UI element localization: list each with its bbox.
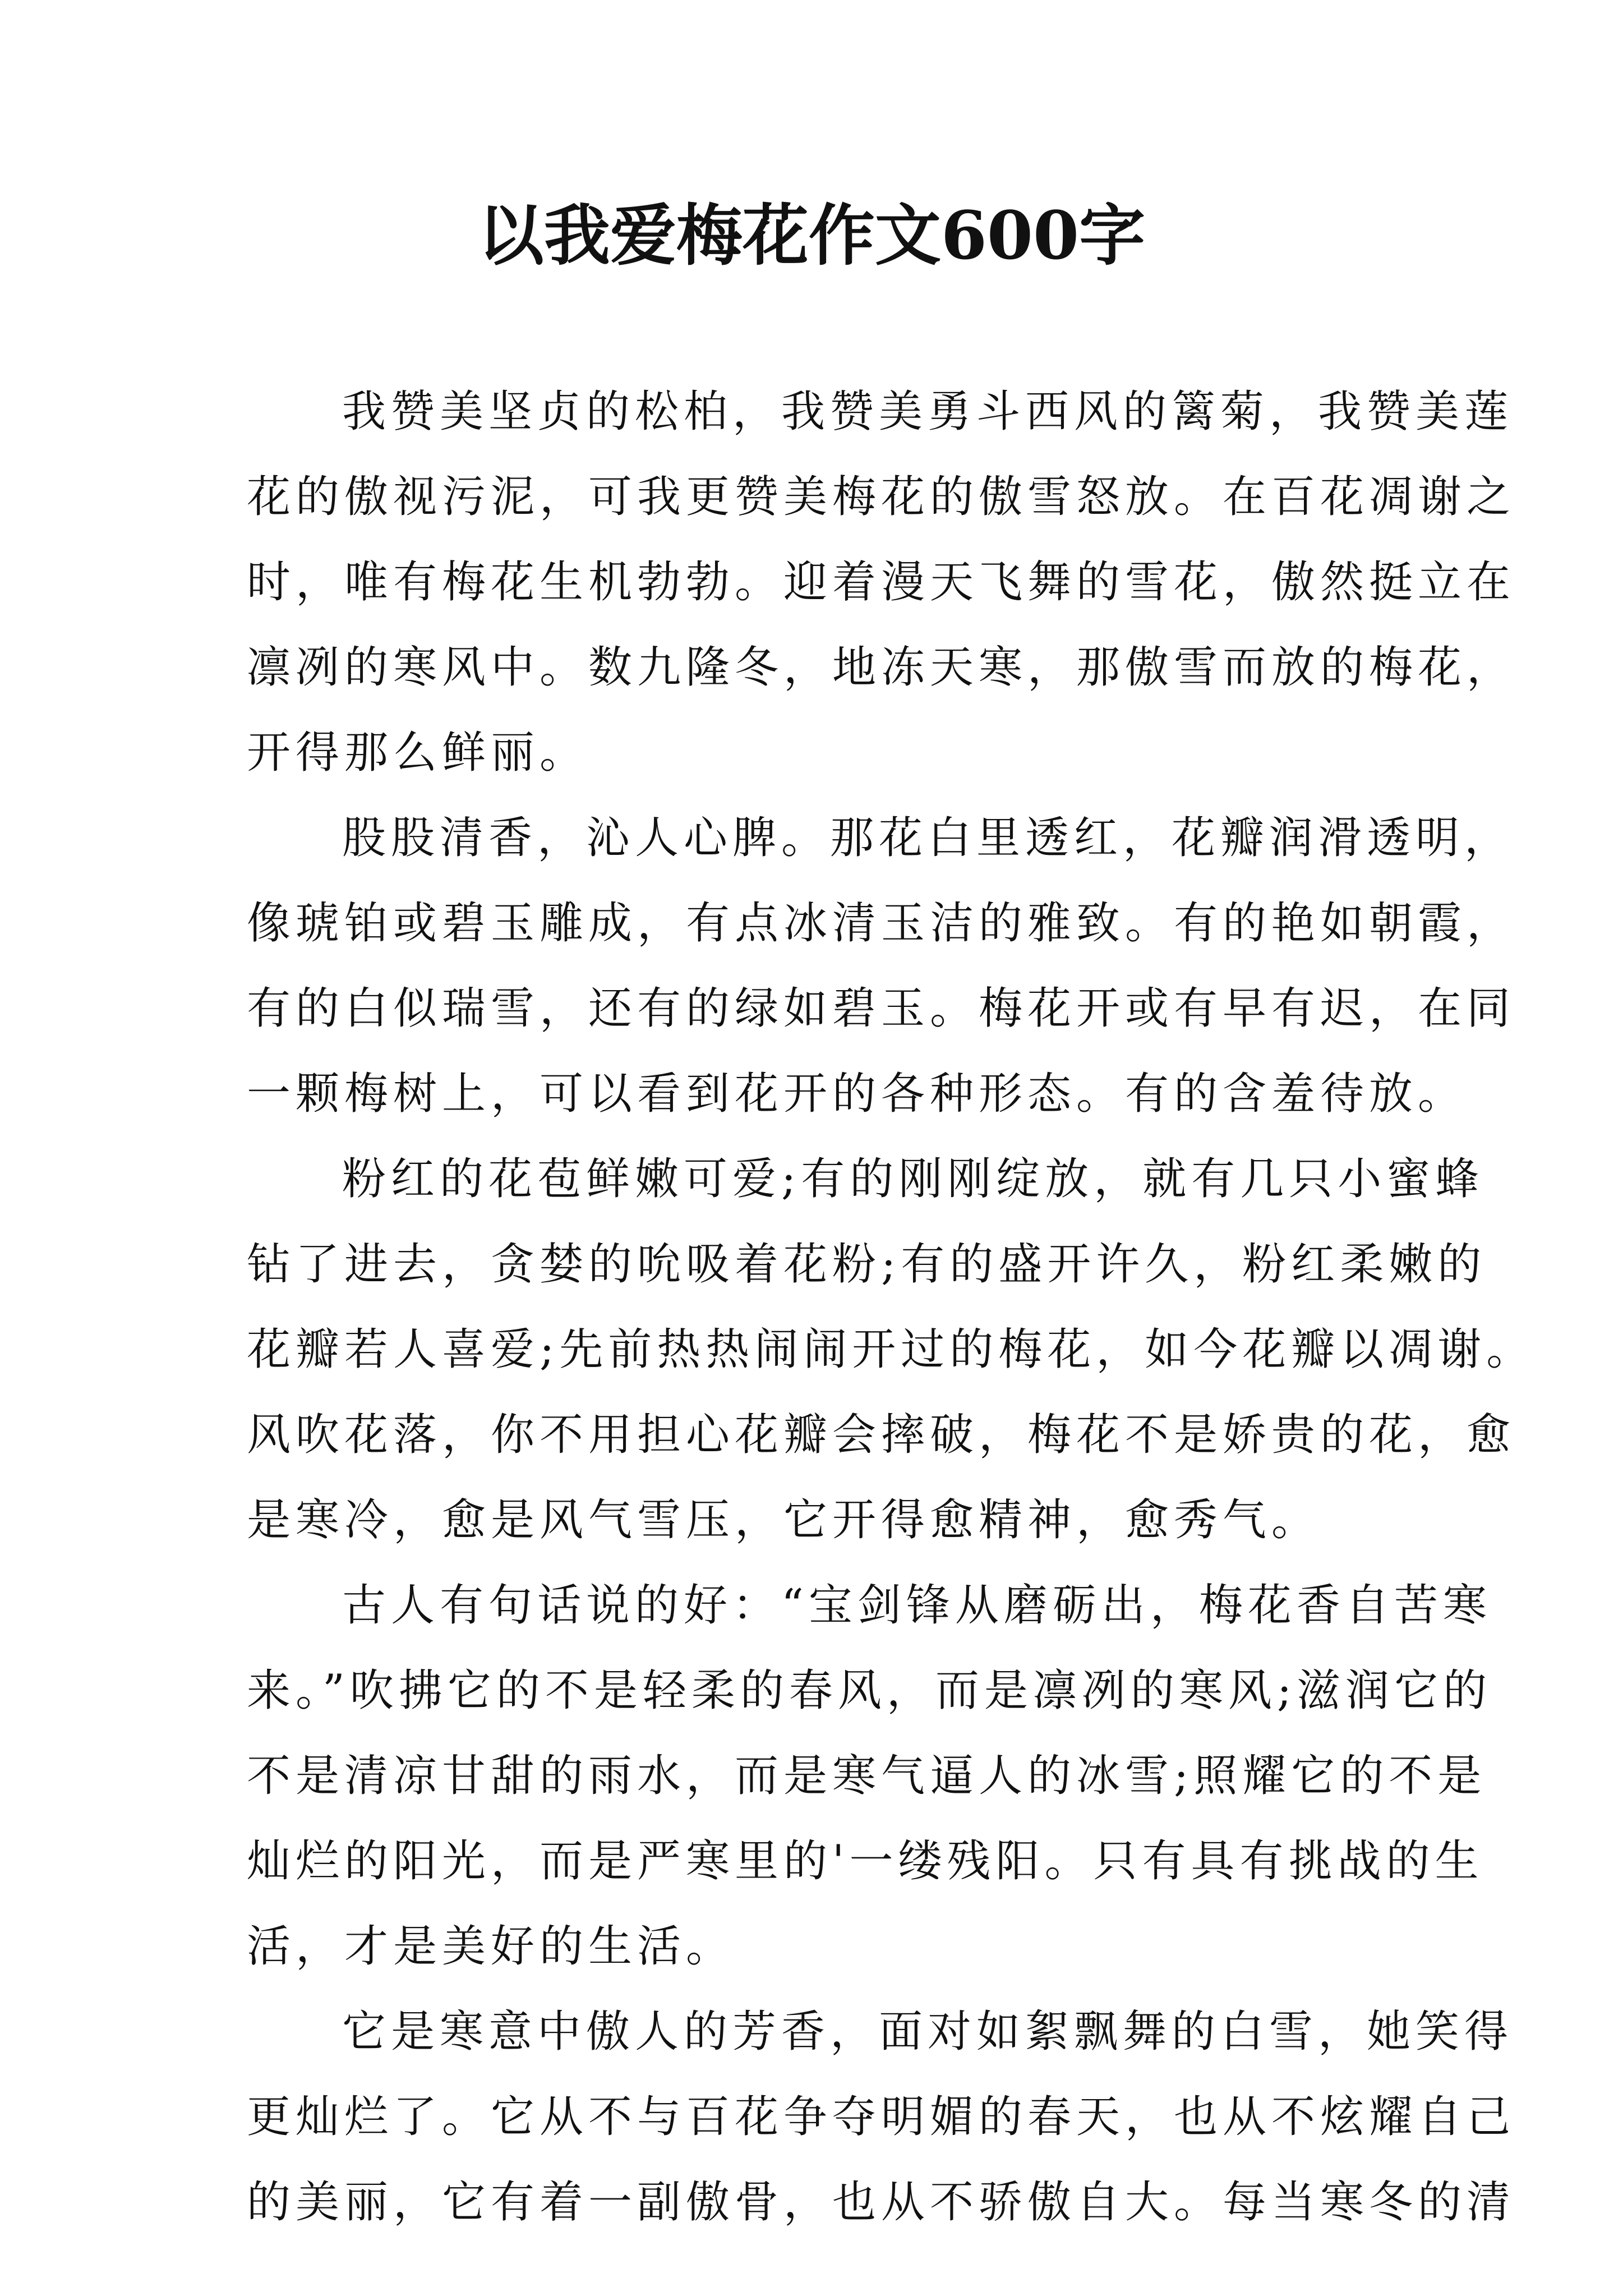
paragraph-1-line: 开得那么鲜丽。 [247, 728, 589, 778]
paragraph-2-line: 有的白似瑞雪，还有的绿如碧玉。梅花开或有早有迟，在同 [247, 983, 1516, 1034]
paragraph-4-line: 不是清凉甘甜的雨水，而是寒气逼人的冰雪;照耀它的不是 [247, 1751, 1487, 1801]
paragraph-3-line: 风吹花落，你不用担心花瓣会摔破，梅花不是娇贵的花，愈 [247, 1410, 1516, 1460]
paragraph-3-line: 花瓣若人喜爱;先前热热闹闹开过的梅花，如今花瓣以凋谢。 [247, 1324, 1536, 1375]
paragraph-2-line: 像琥铂或碧玉雕成，有点冰清玉洁的雅致。有的艳如朝霞， [247, 898, 1516, 949]
paragraph-2-line: 股股清香，沁人心脾。那花白里透红，花瓣润滑透明， [342, 813, 1514, 863]
paragraph-5-line: 的美丽，它有着一副傲骨，也从不骄傲自大。每当寒冬的清 [247, 2177, 1516, 2228]
document-body [247, 369, 1536, 2245]
paragraph-1-line: 花的傲视污泥，可我更赞美梅花的傲雪怒放。在百花凋谢之 [247, 472, 1516, 522]
paragraph-4-line: 灿烂的阳光，而是严寒里的'一缕残阳。只有具有挑战的生 [247, 1836, 1484, 1887]
paragraph-3-line: 是寒冷，愈是风气雪压，它开得愈精神，愈秀气。 [247, 1495, 1321, 1545]
paragraph-4-line: 来。”吹拂它的不是轻柔的春风，而是凛冽的寒风;滋润它的 [247, 1665, 1492, 1716]
paragraph-4-line: 古人有句话说的好：“宝剑锋从磨砺出，梅花香自苦寒 [342, 1580, 1492, 1631]
paragraph-3-line: 钻了进去，贪婪的吮吸着花粉;有的盛开许久，粉红柔嫩的 [247, 1239, 1487, 1290]
paragraph-5-line: 它是寒意中傲人的芳香，面对如絮飘舞的白雪，她笑得 [342, 2007, 1514, 2057]
paragraph-1-line: 时，唯有梅花生机勃勃。迎着漫天飞舞的雪花，傲然挺立在 [247, 557, 1516, 608]
paragraph-4-line: 活，才是美好的生活。 [247, 1921, 735, 1972]
document-title: 以我爱梅花作文600字 [477, 196, 1146, 274]
paragraph-1-line: 凛冽的寒风中。数九隆冬，地冻天寒，那傲雪而放的梅花， [247, 642, 1516, 693]
paragraph-5-line: 更灿烂了。它从不与百花争夺明媚的春天，也从不炫耀自己 [247, 2092, 1516, 2142]
paragraph-1-line: 我赞美坚贞的松柏，我赞美勇斗西风的篱菊，我赞美莲 [342, 386, 1514, 437]
paragraph-3-line: 粉红的花苞鲜嫩可爱;有的刚刚绽放，就有几只小蜜蜂 [342, 1154, 1484, 1204]
paragraph-2-line: 一颗梅树上，可以看到花开的各种形态。有的含羞待放。 [247, 1069, 1467, 1119]
